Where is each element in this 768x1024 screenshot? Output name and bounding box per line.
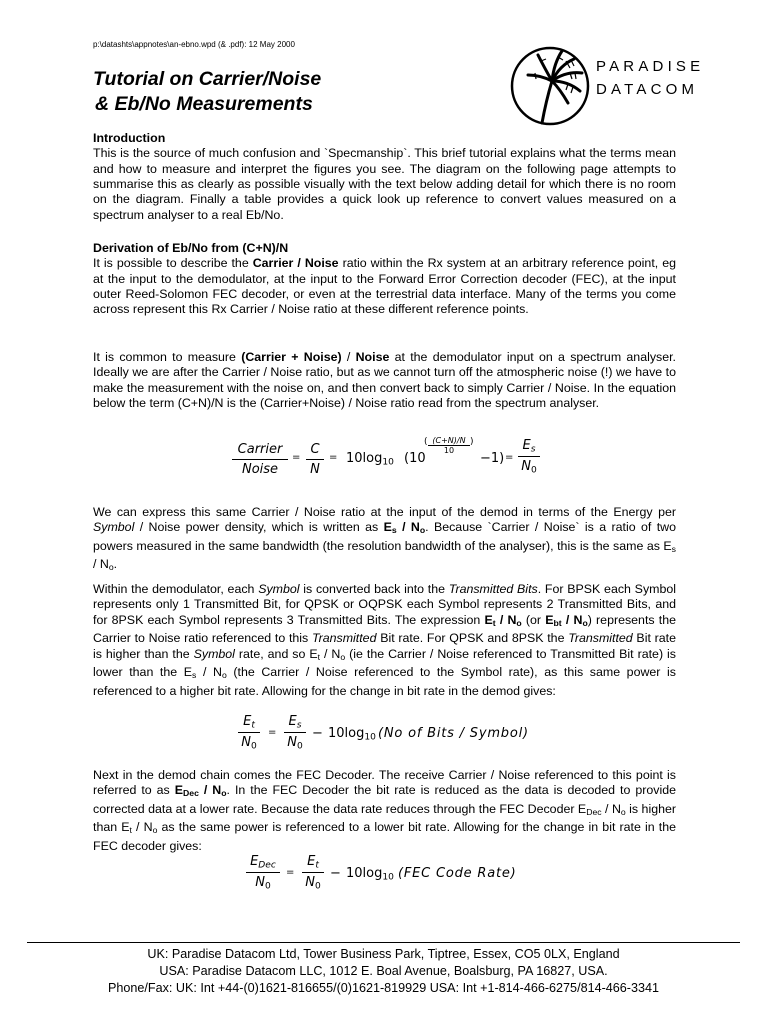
- derivation-paragraph-2-block: [93, 350, 676, 411]
- equation-carrier-noise: Carrier Noise = $\frac{C}{N}$ = $10\log_{10}$ (10 ( $\frac{(C+N)/N}{10}$ ) −1) = $\frac{E_s}{N_0}$: [232, 436, 552, 486]
- logo-line-2: DATACOM: [596, 81, 699, 98]
- derivation-paragraph-3: We can express this same Carrier / Noise ratio at the input of the demod in terms of the Energy per Symbol / Noise power density, which is written as $E_s / N_o$. Because `Carrier / Noise` is a ratio of two powers measured in the same bandwidth (the resolution bandwidth of the analyser), this is the same as $E_s / N_o$.: [93, 505, 676, 573]
- et-over-n0-2: $\frac{E_t}{N_0}$: [302, 854, 324, 892]
- derivation-paragraph-4: Within the demodulator, each Symbol is converted back into the Transmitted Bits. For BPSK each Symbol represents only 1 Transmitted Bit, for QPSK or OQPSK each Symbol represents 2 Transmitted Bits, and for 8PSK each Symbol represents 3 Transmitted Bits. The expression $E_t / N_o$ (or $E_{bt} / N_o$) represents the Carrier to Noise ratio referenced to this Transmitted Bit rate. For QPSK and 8PSK the Transmitted Bit rate is higher than the Symbol rate, and so $E_t / N_o$ (ie the Carrier / Noise referenced to Transmitted Bit rate) is lower than the $E_s / N_o$ (the Carrier / Noise referenced to the Symbol rate), as this same power is referenced to a higher bit rate. Allowing for the change in bit rate in the demod gives:: [93, 582, 676, 698]
- introduction-text: This is the source of much confusion and `Specmanship`. This brief tutorial explains what the terms mean and how to measure and interpret the figures you see. The diagram on the following page attempts to summarise this as clearly as possible visually with the text below adding detail for which there is no room on the diagram. Finally a table provides a quick look up reference to convert values measured on a spectrum analyser to a real Eb/No.: [93, 146, 676, 222]
- derivation-paragraph-5-block: [93, 768, 676, 854]
- derivation-paragraph-4-block: [93, 582, 676, 699]
- paradise-datacom-logo: [508, 43, 753, 129]
- footer-uk-address: UK: Paradise Datacom Ltd, Tower Business Park, Tiptree, Essex, CO5 0LX, England: [147, 947, 620, 961]
- edec-over-n0: $E_{Dec}$ $N_0$: [246, 854, 280, 892]
- derivation-heading: Derivation of Eb/No from (C+N)/N: [93, 241, 289, 255]
- footer-address: [27, 946, 740, 997]
- derivation-paragraph-5: Next in the demod chain comes the FEC Decoder. The receive Carrier / Noise referenced to this point is referred to as $E_{Dec} / N_o$. In the FEC Decoder the bit rate is reduced as the data is decoded to provide corrected data at a lower rate. Because the data rate reduces through the FEC Decoder $E_{Dec} / N_o$ is higher than $E_t / N_o$ as the same power is referenced to a lower bit rate. Allowing for the change in bit rate in the FEC decoder gives:: [93, 768, 677, 853]
- exponent-fraction: $\frac{(C+N)/N}{10}$: [428, 436, 470, 455]
- derivation-paragraph-3-block: [93, 505, 676, 576]
- et-over-n0: $\frac{E_t}{N_0}$: [238, 714, 260, 752]
- footer-phone-fax: Phone/Fax: UK: Int +44-(0)1621-816655/(0)1621-819929 USA: Int +1-814-466-6275/814-466-3341: [107, 981, 659, 995]
- title-line-1: Tutorial on Carrier/Noise: [93, 68, 322, 90]
- logo-wordmark: [596, 55, 704, 101]
- logo-line-1: PARADISE: [596, 58, 705, 75]
- palm-tree-logo-icon: [508, 43, 592, 129]
- document-title: [93, 67, 321, 117]
- derivation-paragraph-2: It is common to measure (Carrier + Noise) / Noise at the demodulator input on a spectrum analyser. Ideally we are after the Carrier / Noise ratio, but as we cannot turn off the atmospheric noise (!) we have to make the measurement with the noise on, and then convert back to simply Carrier / Noise. In the equation below the term (C+N)/N is the (Carrier+Noise) / Noise ratio read from the spectrum analyser.: [93, 350, 677, 411]
- derivation-paragraph-1: It is possible to describe the Carrier / Noise ratio within the Rx system at an arbitrary reference point, eg at the input to the demodulator, at the input to the Forward Error Correction decoder (FEC), at the input outer Reed-Solomon FEC decoder, or even at the terrestrial data interface. Many of the terms you come across represent this Rx Carrier / Noise ratio at these different reference points.: [93, 256, 676, 317]
- es-over-n0: $\frac{E_s}{N_0}$: [518, 438, 540, 476]
- derivation-section: [93, 241, 676, 318]
- introduction-heading: Introduction: [93, 131, 166, 145]
- equation-edec-no: $E_{Dec}$ $N_0$ = $\frac{E_t}{N_0}$ − $10\log_{10}$ (FEC Code Rate): [246, 852, 546, 902]
- equation-et-no: $\frac{E_t}{N_0}$ = $\frac{E_s}{N_0}$ − $10\log_{10}$ (No of Bits / Symbol): [238, 712, 538, 762]
- file-path: p:\datashts\appnotes\an-ebno.wpd (& .pdf): 12 May 2000: [93, 40, 295, 49]
- footer-divider: [27, 942, 740, 943]
- es-over-n0-2: $\frac{E_s}{N_0}$: [284, 714, 306, 752]
- introduction-section: [93, 131, 676, 223]
- c-over-n: $\frac{C}{N}$: [306, 442, 324, 477]
- carrier-over-noise: Carrier Noise: [232, 442, 288, 477]
- footer-usa-address: USA: Paradise Datacom LLC, 1012 E. Boal Avenue, Boalsburg, PA 16827, USA.: [159, 964, 608, 978]
- title-line-2: & Eb/No Measurements: [95, 93, 313, 115]
